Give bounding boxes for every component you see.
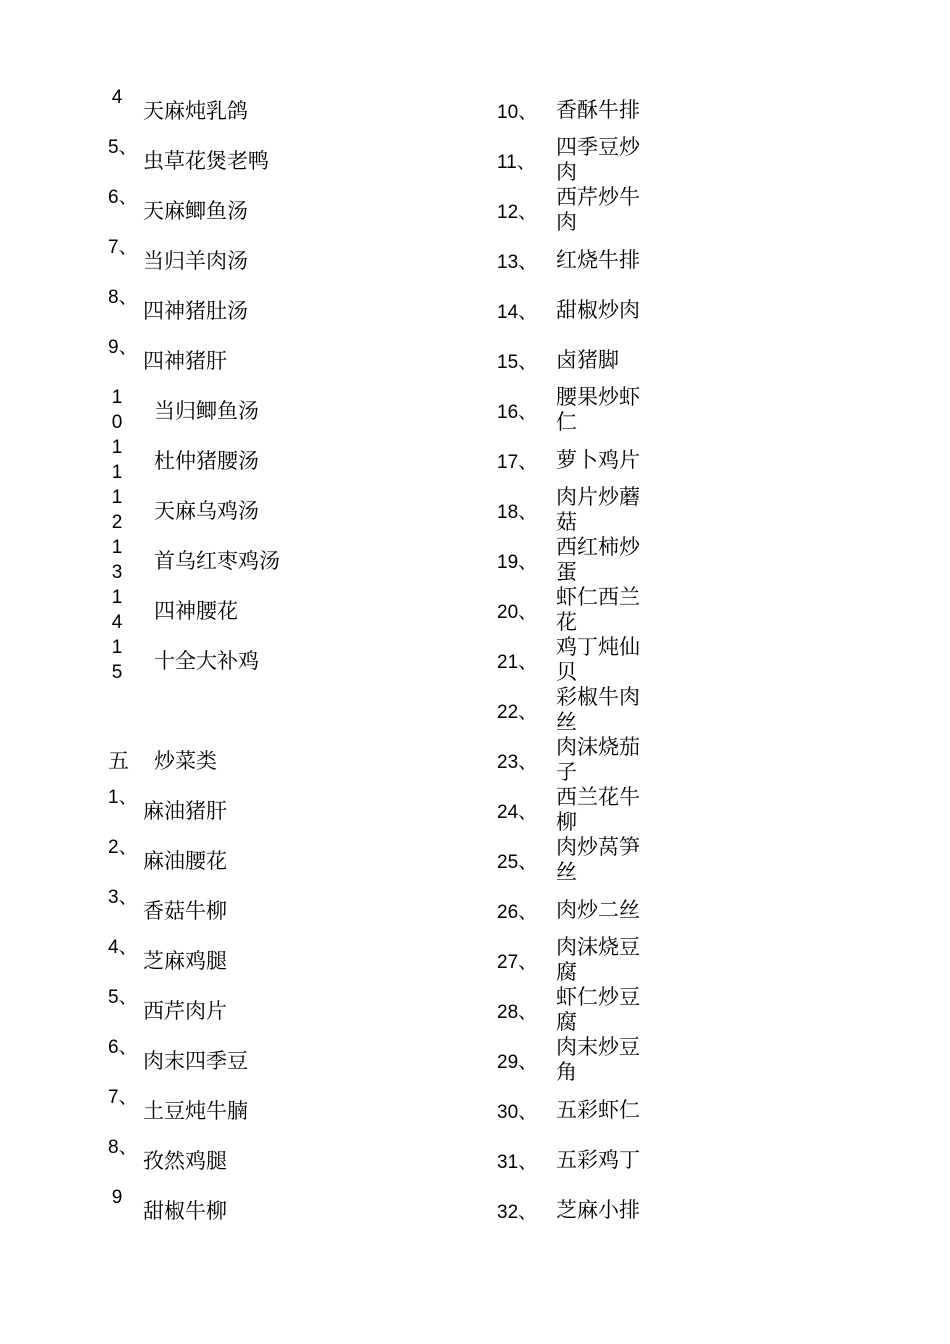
section-number: 五	[108, 749, 129, 773]
item-number: 5、	[108, 137, 138, 158]
list-item	[108, 635, 468, 685]
list-item	[497, 685, 677, 735]
list-item	[108, 135, 468, 185]
dish-name: 土豆炖牛腩	[143, 1099, 248, 1123]
list-item	[108, 85, 468, 135]
dish-name: 鸡丁炖仙贝	[556, 635, 640, 684]
item-number: 12、	[497, 201, 538, 223]
dish-name: 西兰花牛柳	[556, 785, 640, 834]
item-number: 9	[111, 1187, 123, 1208]
dish-name: 芝麻小排	[556, 1197, 640, 1222]
list-item	[497, 1135, 677, 1185]
item-number: 11	[111, 437, 123, 483]
list-item	[497, 85, 677, 135]
dish-name: 杜仲猪腰汤	[154, 449, 259, 473]
dish-name: 西红柿炒蛋	[556, 535, 640, 584]
list-item	[108, 535, 468, 585]
item-number: 25、	[497, 851, 538, 873]
item-number: 20、	[497, 601, 538, 623]
list-item	[497, 635, 677, 685]
list-item	[497, 1085, 677, 1135]
item-number: 4、	[108, 937, 138, 958]
dish-name: 当归鲫鱼汤	[154, 399, 259, 423]
item-number: 14	[111, 587, 123, 633]
item-number: 11、	[497, 151, 536, 173]
dish-name: 甜椒牛柳	[143, 1199, 227, 1223]
list-item	[497, 285, 677, 335]
dish-name: 肉末四季豆	[143, 1049, 248, 1073]
item-number: 8、	[108, 287, 138, 308]
item-number: 13、	[497, 251, 538, 273]
dish-name: 四神猪肚汤	[143, 299, 248, 323]
item-number: 13	[111, 537, 123, 583]
item-number: 19、	[497, 551, 538, 573]
dish-name: 麻油腰花	[143, 849, 227, 873]
dish-name: 肉末炒豆角	[556, 1035, 640, 1084]
item-number: 16、	[497, 401, 538, 423]
dish-name: 首乌红枣鸡汤	[154, 549, 280, 573]
dish-name: 香菇牛柳	[143, 899, 227, 923]
list-item	[108, 885, 468, 935]
item-number: 7、	[108, 1087, 138, 1108]
item-number: 3、	[108, 887, 138, 908]
list-item	[497, 835, 677, 885]
list-item	[108, 985, 468, 1035]
dish-name: 卤猪脚	[556, 347, 619, 372]
section-title: 炒菜类	[154, 749, 217, 773]
item-number: 10	[111, 387, 123, 433]
item-number: 22、	[497, 701, 538, 723]
item-number: 17、	[497, 451, 538, 473]
dish-name: 孜然鸡腿	[143, 1149, 227, 1173]
dish-name: 虾仁炒豆腐	[556, 985, 640, 1034]
list-item	[108, 235, 468, 285]
item-number: 27、	[497, 951, 538, 973]
list-item	[497, 485, 677, 535]
dish-name: 肉沫烧茄子	[556, 735, 640, 784]
dish-name: 十全大补鸡	[154, 649, 259, 673]
list-item	[108, 1185, 468, 1235]
item-number: 8、	[108, 1137, 138, 1158]
dish-name: 虾仁西兰花	[556, 585, 640, 634]
item-number: 5、	[108, 987, 138, 1008]
dish-name: 虫草花煲老鸭	[143, 149, 269, 173]
list-item	[497, 335, 677, 385]
list-item	[108, 285, 468, 335]
item-number: 6、	[108, 187, 138, 208]
item-number: 29、	[497, 1051, 538, 1073]
list-item	[108, 1035, 468, 1085]
list-item	[497, 935, 677, 985]
dish-name: 香酥牛排	[556, 97, 640, 122]
dish-name: 四神猪肝	[143, 349, 227, 373]
dish-name: 肉沫烧豆腐	[556, 935, 640, 984]
item-number: 31、	[497, 1151, 538, 1173]
list-item	[108, 385, 468, 435]
item-number: 1、	[108, 787, 138, 808]
dish-name: 四季豆炒肉	[556, 135, 640, 184]
dish-name: 天麻乌鸡汤	[154, 499, 259, 523]
list-item	[108, 435, 468, 485]
list-item	[497, 135, 677, 185]
dish-name: 彩椒牛肉丝	[556, 685, 640, 734]
dish-name: 肉炒二丝	[556, 897, 640, 922]
item-number: 7、	[108, 237, 138, 258]
dish-name: 麻油猪肝	[143, 799, 227, 823]
list-item	[108, 335, 468, 385]
list-item	[108, 935, 468, 985]
item-number: 15	[111, 637, 123, 683]
dish-name: 红烧牛排	[556, 247, 640, 272]
dish-name: 萝卜鸡片	[556, 447, 640, 472]
list-item	[497, 1035, 677, 1085]
list-item	[108, 185, 468, 235]
item-number: 2、	[108, 837, 138, 858]
item-number: 32、	[497, 1201, 538, 1223]
list-item	[497, 435, 677, 485]
dish-name: 天麻炖乳鸽	[143, 99, 248, 123]
list-item	[497, 1185, 677, 1235]
dish-name: 天麻鲫鱼汤	[143, 199, 248, 223]
list-item	[497, 535, 677, 585]
list-item	[108, 1085, 468, 1135]
dish-name: 五彩虾仁	[556, 1097, 640, 1122]
dish-name: 芝麻鸡腿	[143, 949, 227, 973]
dish-name: 西芹炒牛肉	[556, 185, 640, 234]
dish-name: 甜椒炒肉	[556, 297, 640, 322]
item-number: 10、	[497, 101, 538, 123]
item-number: 9、	[108, 337, 138, 358]
list-item	[108, 585, 468, 635]
list-item	[108, 1135, 468, 1185]
dish-name: 腰果炒虾仁	[556, 385, 640, 434]
list-item	[108, 785, 468, 835]
item-number: 24、	[497, 801, 538, 823]
section-heading	[108, 735, 468, 785]
item-number: 21、	[497, 651, 538, 673]
dish-name: 肉炒莴笋丝	[556, 835, 640, 884]
list-item	[497, 735, 677, 785]
item-number: 26、	[497, 901, 538, 923]
list-item	[497, 985, 677, 1035]
item-number: 23、	[497, 751, 538, 773]
list-item	[108, 835, 468, 885]
item-number: 15、	[497, 351, 538, 373]
dish-name: 西芹肉片	[143, 999, 227, 1023]
item-number: 4	[111, 87, 123, 108]
list-item	[497, 185, 677, 235]
item-number: 12	[111, 487, 123, 533]
item-number: 6、	[108, 1037, 138, 1058]
list-item	[497, 385, 677, 435]
dish-name: 四神腰花	[154, 599, 238, 623]
item-number: 18、	[497, 501, 538, 523]
list-item	[497, 585, 677, 635]
item-number: 30、	[497, 1101, 538, 1123]
list-item	[497, 235, 677, 285]
item-number: 28、	[497, 1001, 538, 1023]
list-item	[497, 885, 677, 935]
item-number: 14、	[497, 301, 538, 323]
dish-name: 五彩鸡丁	[556, 1147, 640, 1172]
list-item	[108, 485, 468, 535]
list-item	[497, 785, 677, 835]
dish-name: 当归羊肉汤	[143, 249, 248, 273]
dish-name: 肉片炒蘑菇	[556, 485, 640, 534]
